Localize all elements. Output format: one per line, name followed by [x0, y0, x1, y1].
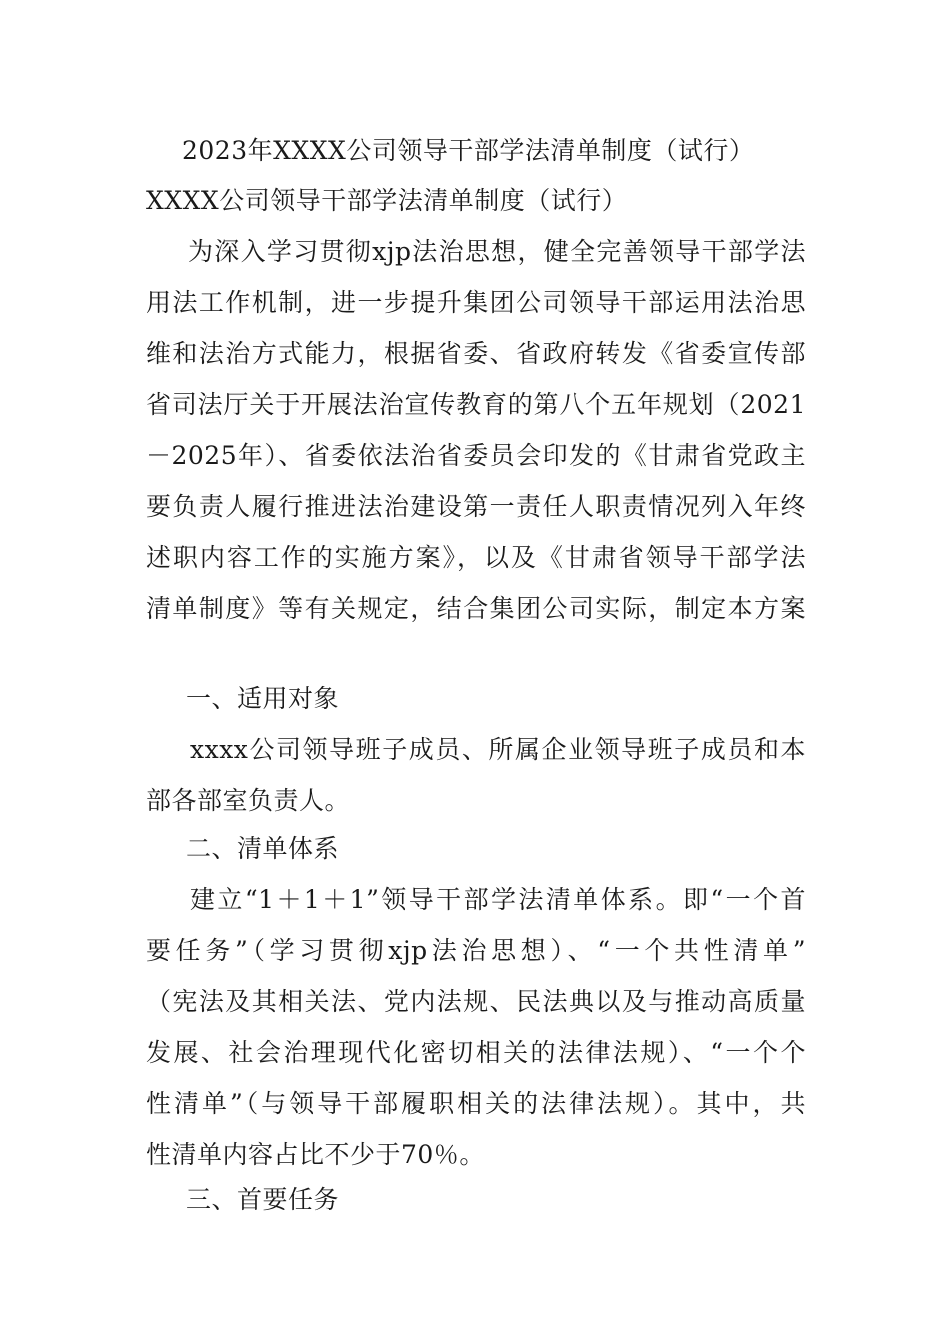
- paragraph-line: 述职内容工作的实施方案》，以及《甘肃省领导干部学法: [146, 543, 806, 572]
- paragraph-line: 建立“1＋1＋1”领导干部学法清单体系。即“一个首: [190, 885, 806, 914]
- paragraph-line: 性清单内容占比不少于70％。: [146, 1140, 485, 1169]
- paragraph-line: 发展、社会治理现代化密切相关的法律法规）、“一个个: [146, 1038, 806, 1067]
- document-title: 2023年XXXX公司领导干部学法清单制度（试行）: [182, 136, 755, 165]
- paragraph-line: （宪法及其相关法、党内法规、民法典以及与推动高质量: [146, 987, 806, 1016]
- paragraph-line: 用法工作机制，进一步提升集团公司领导干部运用法治思: [146, 288, 806, 317]
- paragraph-line: 要任务”（学习贯彻xjp法治思想）、“一个共性清单”: [146, 936, 806, 965]
- paragraph-line: 为深入学习贯彻xjp法治思想，健全完善领导干部学法: [188, 237, 806, 266]
- paragraph-line: 性清单”（与领导干部履职相关的法律法规）。其中，共: [146, 1089, 806, 1118]
- section-heading-1: 一、适用对象: [186, 684, 340, 713]
- document-subtitle: XXXX公司领导干部学法清单制度（试行）: [146, 186, 628, 215]
- paragraph-line: 要负责人履行推进法治建设第一责任人职责情况列入年终: [146, 492, 806, 521]
- paragraph-line: －2025年）、省委依法治省委员会印发的《甘肃省党政主: [146, 441, 806, 470]
- section-heading-2: 二、清单体系: [186, 834, 340, 863]
- paragraph-line: 维和法治方式能力，根据省委、省政府转发《省委宣传部: [146, 339, 806, 368]
- section-heading-3: 三、首要任务: [186, 1185, 340, 1214]
- paragraph-line: 部各部室负责人。: [146, 786, 351, 815]
- paragraph-line: xxxx公司领导班子成员、所属企业领导班子成员和本: [190, 735, 806, 764]
- paragraph-line: 省司法厅关于开展法治宣传教育的第八个五年规划（2021: [146, 390, 806, 419]
- paragraph-line: 清单制度》等有关规定，结合集团公司实际，制定本方案: [146, 594, 806, 623]
